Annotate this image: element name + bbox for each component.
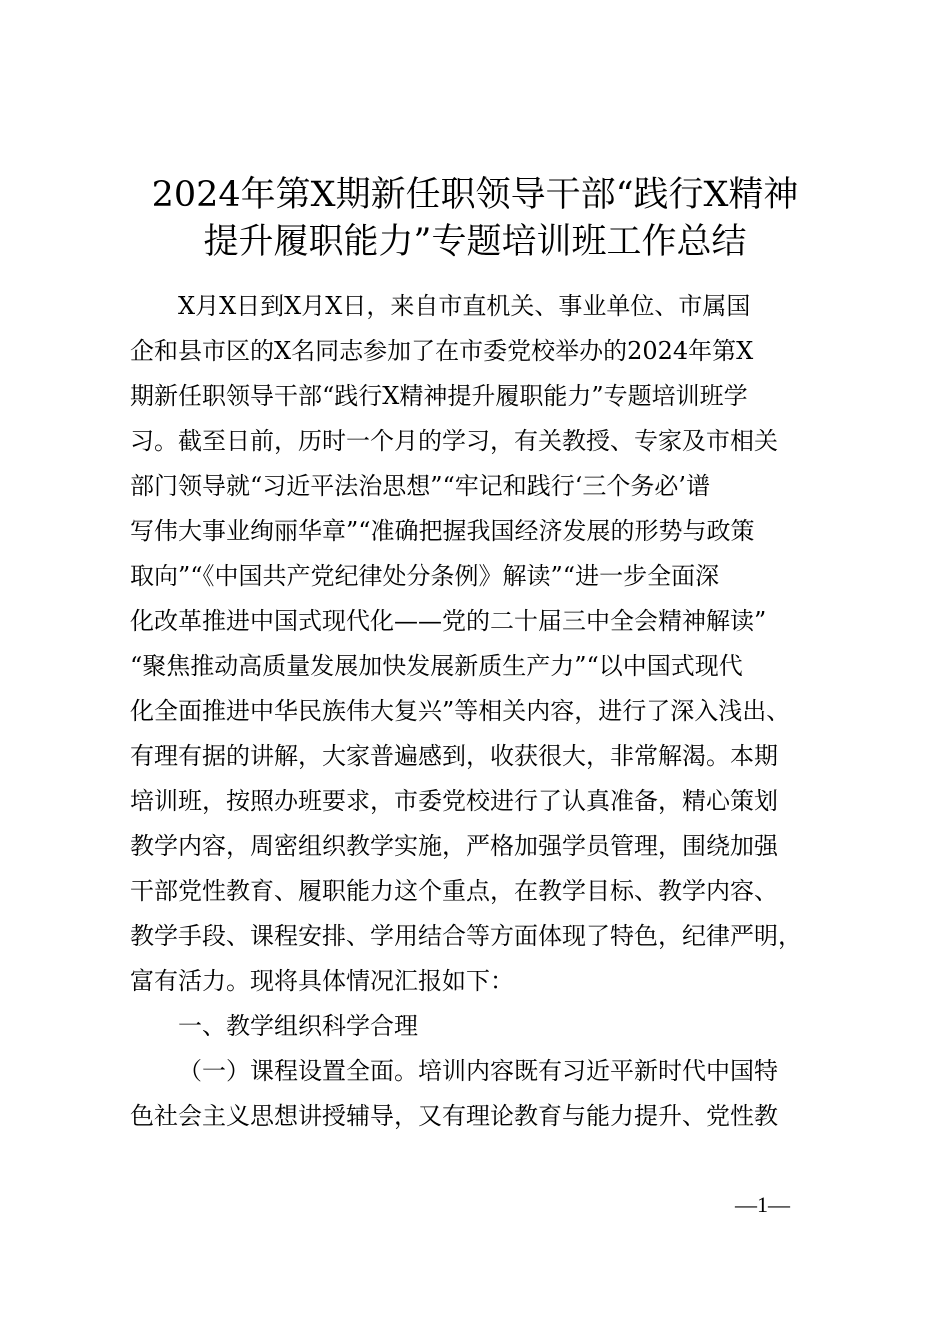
document-title [100, 172, 850, 266]
paragraph-line: X月X日到X月X日，来自市直机关、事业单位、市属国 [178, 292, 751, 320]
paragraph-line: 培训班，按照办班要求，市委党校进行了认真准备，精心策划 [130, 787, 778, 815]
paragraph-line: 教学手段、课程安排、学用结合等方面体现了特色，纪律严明， [130, 922, 802, 950]
paragraph-line: 期新任职领导干部“践行X精神提升履职能力”专题培训班学 [130, 382, 748, 410]
paragraph-line: 有理有据的讲解，大家普遍感到，收获很大，非常解渴。本期 [130, 742, 778, 770]
document-body [130, 284, 830, 1139]
title-line-1: 2024年第X期新任职领导干部“践行X精神 [151, 175, 799, 215]
paragraph-line: 色社会主义思想讲授辅导，又有理论教育与能力提升、党性教 [130, 1102, 778, 1130]
paragraph-line: 干部党性教育、履职能力这个重点，在教学目标、教学内容、 [130, 877, 778, 905]
paragraph-line: （一）课程设置全面。培训内容既有习近平新时代中国特 [178, 1057, 778, 1085]
paragraph-line: 习。截至日前，历时一个月的学习，有关教授、专家及市相关 [130, 427, 778, 455]
page-number: —1— [735, 1192, 790, 1217]
paragraph-line: “聚焦推动高质量发展加快发展新质生产力”“以中国式现代 [130, 652, 743, 680]
paragraph-line: 富有活力。现将具体情况汇报如下： [130, 967, 514, 995]
paragraph-line: 教学内容，周密组织教学实施，严格加强学员管理，围绕加强 [130, 832, 778, 860]
paragraph-line: 部门领导就“习近平法治思想”“牢记和践行‘三个务必’谱 [130, 472, 711, 500]
paragraph-line: 化全面推进中华民族伟大复兴”等相关内容，进行了深入浅出、 [130, 697, 791, 725]
paragraph-line: 化改革推进中国式现代化——党的二十届三中全会精神解读” [130, 607, 767, 635]
paragraph-line: 企和县市区的X名同志参加了在市委党校举办的2024年第X [130, 337, 754, 365]
paragraph-line: 写伟大事业绚丽华章”“准确把握我国经济发展的形势与政策 [130, 517, 755, 545]
paragraph-line: 取向”“《中国共产党纪律处分条例》解读”“进一步全面深 [130, 562, 720, 590]
section-heading: 一、教学组织科学合理 [178, 1012, 418, 1040]
title-line-2: 提升履职能力”专题培训班工作总结 [203, 222, 747, 262]
